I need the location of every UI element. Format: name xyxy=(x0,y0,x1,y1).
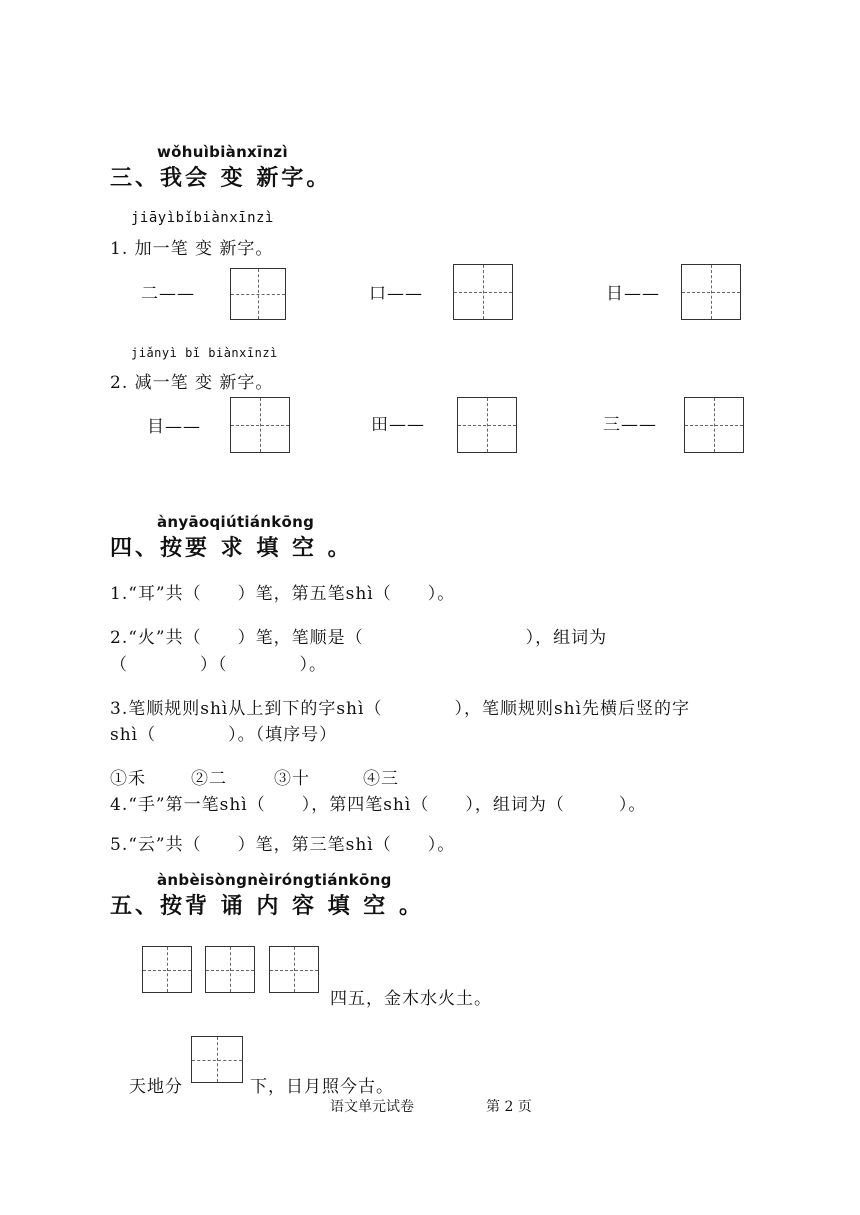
footer-title: 语文单元试卷 xyxy=(330,1099,414,1115)
writing-box[interactable] xyxy=(230,268,286,320)
option-2: ②二 xyxy=(191,769,227,789)
section5-title: 五、按背 诵 内 容 填 空 。 xyxy=(110,894,424,919)
section3-title: 三、我会 变 新字。 xyxy=(110,166,332,191)
option-4: ④三 xyxy=(363,769,399,789)
q1-pinyin: jiāyìbǐbiànxīnzì xyxy=(131,210,274,226)
q1-text: 1. 加一笔 变 新字。 xyxy=(110,239,274,259)
section3-pinyin: wǒhuìbiànxīnzì xyxy=(157,143,288,161)
writing-box[interactable] xyxy=(191,1036,243,1083)
writing-box[interactable] xyxy=(142,946,192,993)
add-item-2: 口—— xyxy=(369,284,423,304)
writing-box[interactable] xyxy=(269,946,319,993)
s4-q3a: 3.笔顺规则shì从上到下的字shì（ ），笔顺规则shì先横后竖的字 xyxy=(110,699,691,719)
sub-item-3: 三—— xyxy=(603,415,657,435)
writing-box[interactable] xyxy=(453,264,513,320)
s4-q5: 5.“云”共（ ）笔，第三笔shì（ ）。 xyxy=(110,835,456,855)
sub-item-1: 目—— xyxy=(147,417,201,437)
s4-q2b: （ ）（ ）。 xyxy=(110,655,327,675)
writing-box[interactable] xyxy=(457,397,517,453)
option-1: ①禾 xyxy=(110,769,146,789)
recite-line-2-end: 下，日月照今古。 xyxy=(250,1077,394,1097)
section5-pinyin: ànbèisòngnèiróngtiánkōng xyxy=(157,871,392,889)
s4-q1: 1.“耳”共（ ）笔，第五笔shì（ ）。 xyxy=(110,584,456,604)
section4-title: 四、按要 求 填 空 。 xyxy=(110,536,353,561)
s4-q2a: 2.“火”共（ ）笔，笔顺是（ ），组词为 xyxy=(110,628,608,648)
add-item-3: 日—— xyxy=(606,284,660,304)
writing-box[interactable] xyxy=(230,397,290,453)
writing-box[interactable] xyxy=(205,946,255,993)
footer-page-number: 第 2 页 xyxy=(486,1099,532,1115)
add-item-1: 二—— xyxy=(141,284,195,304)
s4-q4: 4.“手”第一笔shì（ ），第四笔shì（ ），组词为（ ）。 xyxy=(110,795,647,815)
section4-pinyin: ànyāoqiútiánkōng xyxy=(157,513,315,531)
sub-item-2: 田—— xyxy=(371,415,425,435)
writing-box[interactable] xyxy=(684,397,744,453)
option-3: ③十 xyxy=(274,769,310,789)
recite-line-1: 四五，金木水火土。 xyxy=(330,989,492,1009)
s4-q3b: shì（ ）。（填序号） xyxy=(110,725,338,745)
recite-line-2-start: 天地分 xyxy=(129,1077,183,1097)
q2-text: 2. 减一笔 变 新字。 xyxy=(110,373,274,393)
q2-pinyin: jiǎnyì bǐ biànxīnzì xyxy=(131,346,278,360)
writing-box[interactable] xyxy=(681,264,741,320)
